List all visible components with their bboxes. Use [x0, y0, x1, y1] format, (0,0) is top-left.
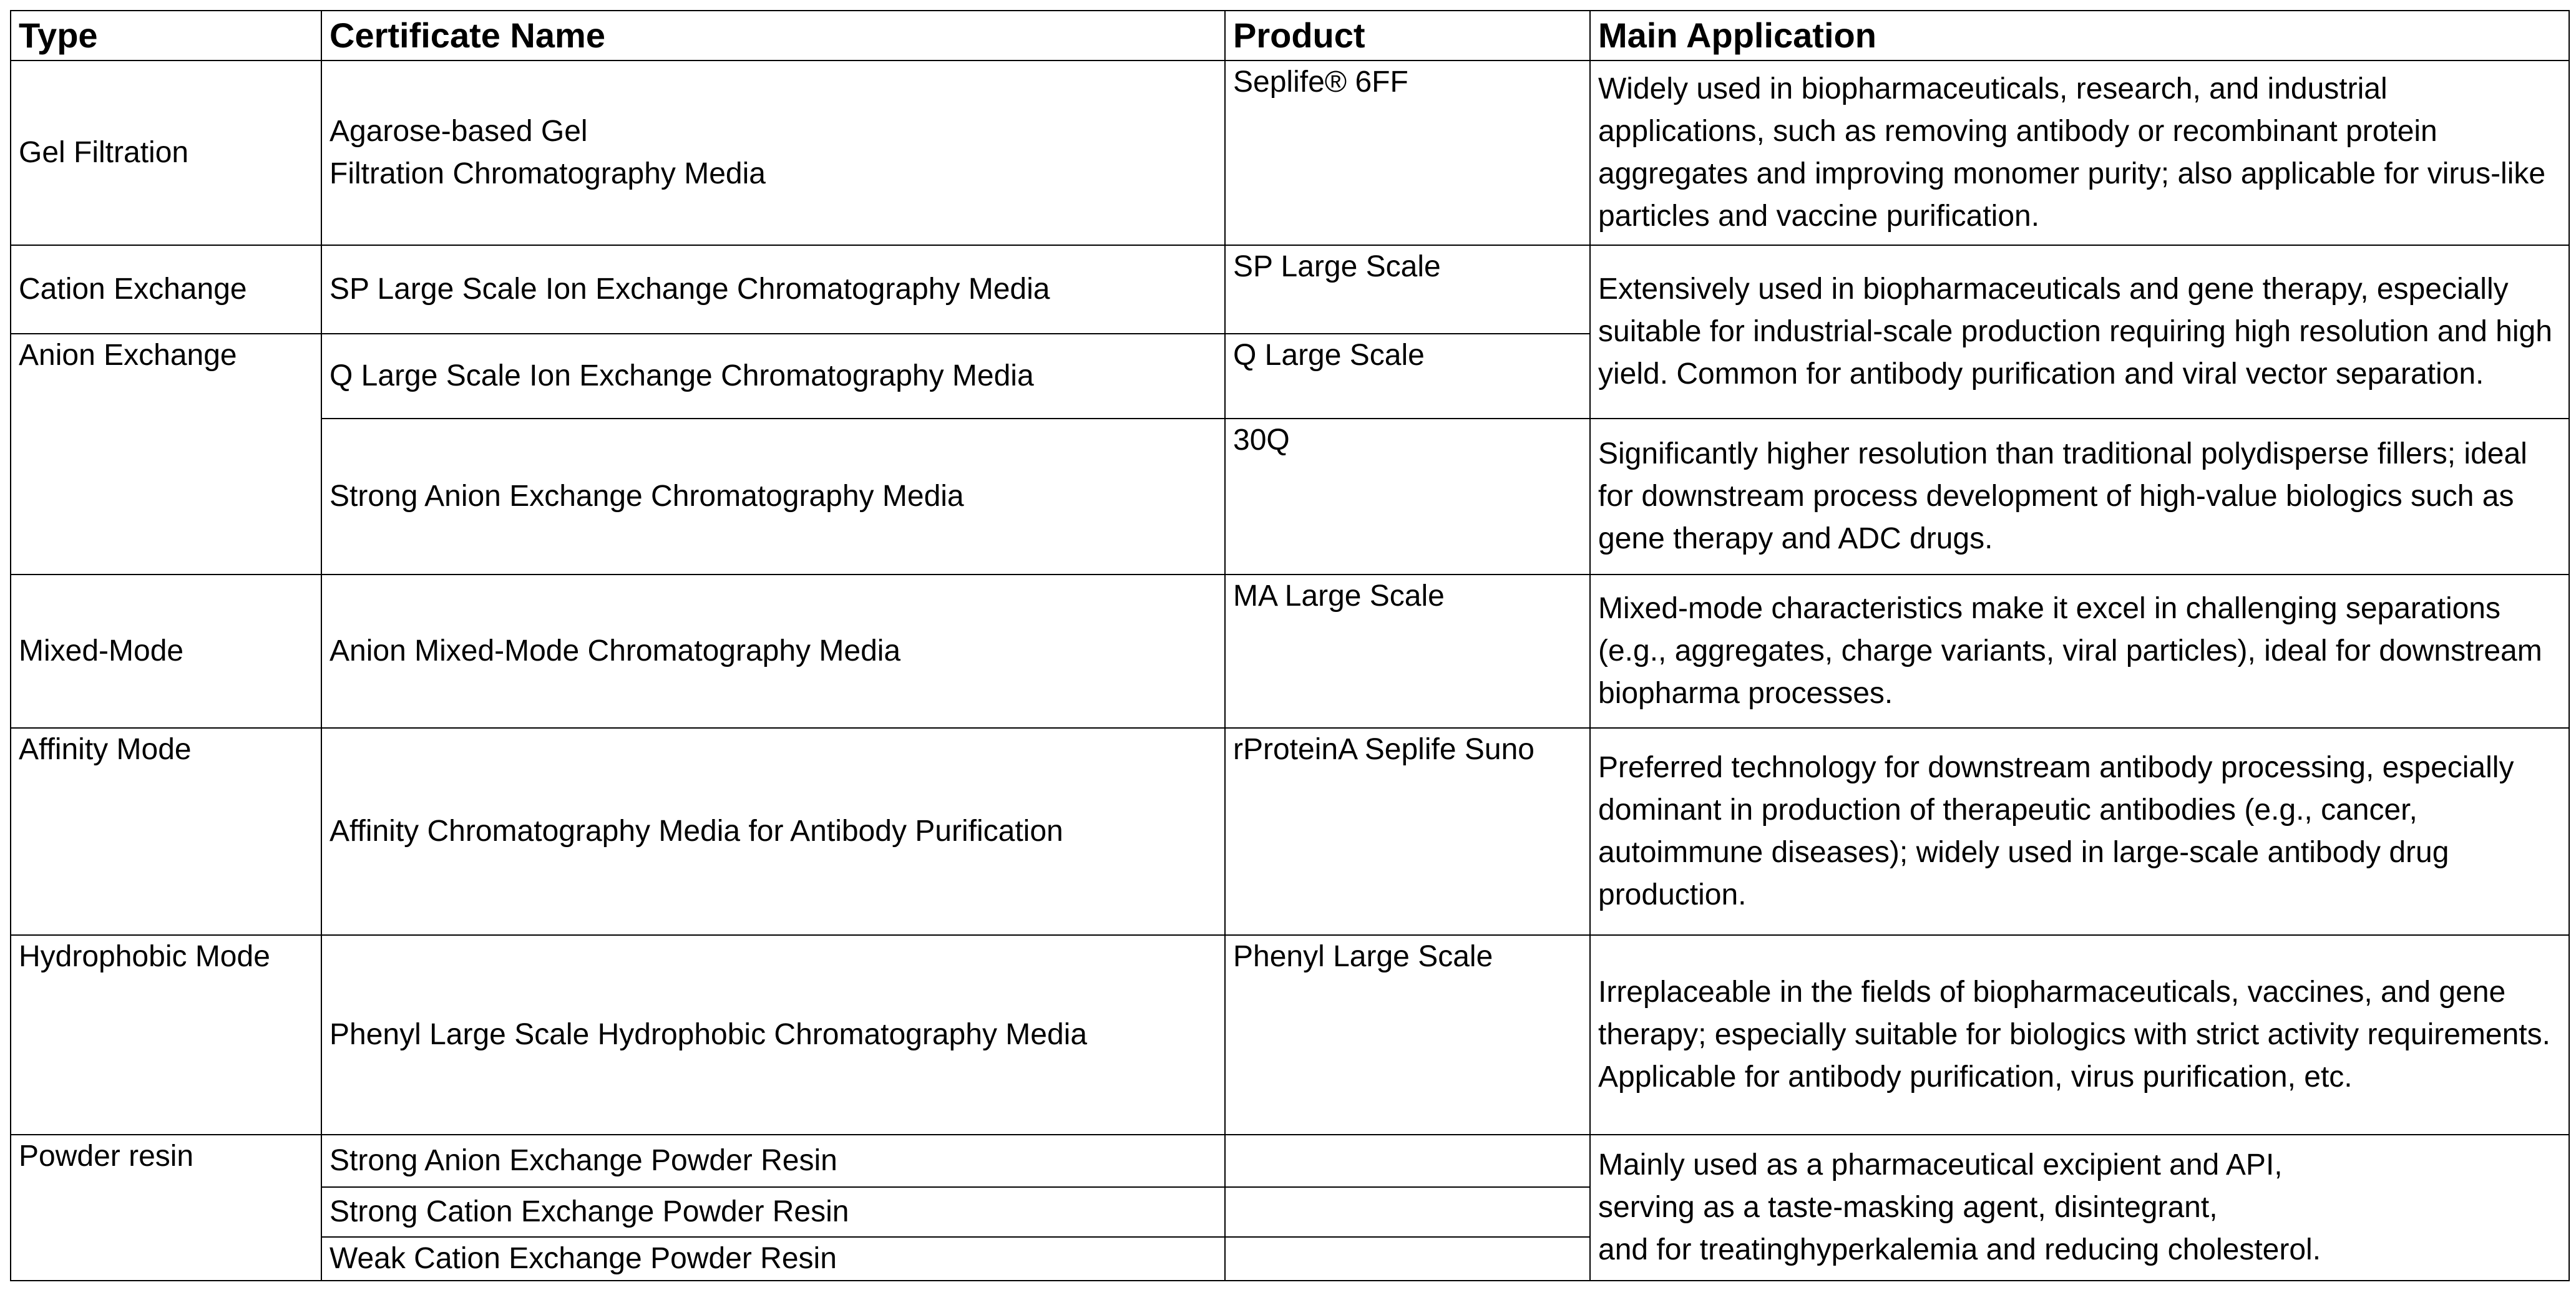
- type-cell[interactable]: [11, 575, 321, 728]
- application-text: Preferred technology for downstream antibody processing, especially dominant in production of therapeutic antibodies (e.g., cancer, autoimmune diseases); widely used in large-scale antibody drug production.: [1598, 751, 2514, 911]
- application-text: Widely used in biopharmaceuticals, research, and industrial applications, such as removing antibody or recombinant protein aggregates and improving monomer purity; also applicable for virus-like particles and vaccine purification.: [1598, 72, 2546, 233]
- table-row: [11, 61, 2569, 245]
- product-text: MA Large Scale: [1233, 580, 1445, 613]
- application-cell[interactable]: [1590, 61, 2569, 245]
- product-cell[interactable]: [1225, 575, 1590, 728]
- type-cell[interactable]: [11, 334, 321, 575]
- header-type[interactable]: Type: [11, 11, 321, 61]
- certificate-cell[interactable]: [321, 1187, 1225, 1237]
- type-cell[interactable]: [11, 245, 321, 334]
- certificate-text: Strong Anion Exchange Chromatography Media: [329, 480, 964, 513]
- certificate-cell[interactable]: [321, 245, 1225, 334]
- header-row: [11, 11, 2569, 61]
- application-cell[interactable]: [1590, 245, 2569, 419]
- certificate-text: Affinity Chromatography Media for Antibody Purification: [329, 815, 1063, 848]
- certificate-text: SP Large Scale Ion Exchange Chromatography Media: [329, 273, 1050, 306]
- certificate-cell[interactable]: [321, 61, 1225, 245]
- product-cell[interactable]: [1225, 419, 1590, 575]
- table-row: [11, 1135, 2569, 1187]
- product-text: Q Large Scale: [1233, 339, 1425, 372]
- product-text: SP Large Scale: [1233, 250, 1441, 283]
- product-cell[interactable]: [1225, 61, 1590, 245]
- product-cell[interactable]: [1225, 1187, 1590, 1237]
- product-text: Seplife® 6FF: [1233, 65, 1408, 99]
- application-text: Irreplaceable in the fields of biopharmaceuticals, vaccines, and gene therapy; especially suitable for biologics with strict activity requirements. Applicable for antibody purification, virus purification, etc.: [1598, 976, 2550, 1094]
- certificate-text: Anion Mixed-Mode Chromatography Media: [329, 634, 901, 667]
- type-cell[interactable]: [11, 61, 321, 245]
- certificate-text: Phenyl Large Scale Hydrophobic Chromatography Media: [329, 1018, 1088, 1051]
- product-table: [10, 10, 2570, 1281]
- application-cell[interactable]: [1590, 935, 2569, 1135]
- certificate-cell[interactable]: [321, 935, 1225, 1135]
- table-row: [11, 728, 2569, 935]
- application-text: Mixed-mode characteristics make it excel in challenging separations (e.g., aggregates, charge variants, viral particles), ideal for downstream biopharma processes.: [1598, 592, 2542, 710]
- type-cell[interactable]: [11, 935, 321, 1135]
- application-text: Significantly higher resolution than traditional polydisperse fillers; ideal for downstream process development of high-value biologics such as gene therapy and ADC drugs.: [1598, 437, 2527, 555]
- certificate-cell[interactable]: [321, 728, 1225, 935]
- product-cell[interactable]: [1225, 245, 1590, 334]
- application-cell[interactable]: [1590, 728, 2569, 935]
- type-cell[interactable]: [11, 1135, 321, 1281]
- header-product[interactable]: Product: [1225, 11, 1590, 61]
- product-text: rProteinA Seplife Suno: [1233, 733, 1534, 766]
- header-certificate-name[interactable]: Certificate Name: [321, 11, 1225, 61]
- product-cell[interactable]: [1225, 1237, 1590, 1281]
- type-text: Powder resin: [19, 1140, 194, 1173]
- table-row: [11, 419, 2569, 575]
- application-cell[interactable]: [1590, 419, 2569, 575]
- application-cell[interactable]: [1590, 575, 2569, 728]
- certificate-text: Strong Anion Exchange Powder Resin: [329, 1144, 837, 1177]
- type-text: Anion Exchange: [19, 339, 237, 372]
- certificate-cell[interactable]: [321, 575, 1225, 728]
- type-text: Cation Exchange: [19, 273, 247, 306]
- table-row: [11, 245, 2569, 334]
- table-row: [11, 575, 2569, 728]
- application-cell[interactable]: [1590, 1135, 2569, 1281]
- type-cell[interactable]: [11, 728, 321, 935]
- product-cell[interactable]: [1225, 334, 1590, 419]
- certificate-cell[interactable]: [321, 334, 1225, 419]
- application-text: Extensively used in biopharmaceuticals and gene therapy, especially suitable for industrial-scale production requiring high resolution and high yield. Common for antibody purification and viral vector separation.: [1598, 273, 2552, 390]
- certificate-text: Q Large Scale Ion Exchange Chromatography Media: [329, 359, 1034, 392]
- product-text: 30Q: [1233, 424, 1290, 457]
- application-text: Mainly used as a pharmaceutical excipient and API, serving as a taste-masking agent, disintegrant, and for treatinghyperkalemia and reducing cholesterol.: [1598, 1148, 2321, 1266]
- certificate-text: Weak Cation Exchange Powder Resin: [329, 1242, 837, 1275]
- header-main-application[interactable]: Main Application: [1590, 11, 2569, 61]
- type-text: Mixed-Mode: [19, 634, 184, 667]
- type-text: Affinity Mode: [19, 733, 192, 766]
- certificate-cell[interactable]: [321, 419, 1225, 575]
- table-row: [11, 935, 2569, 1135]
- product-cell[interactable]: [1225, 935, 1590, 1135]
- certificate-cell[interactable]: [321, 1135, 1225, 1187]
- certificate-cell[interactable]: [321, 1237, 1225, 1281]
- type-text: Hydrophobic Mode: [19, 940, 270, 973]
- certificate-text: Strong Cation Exchange Powder Resin: [329, 1195, 849, 1228]
- certificate-text: Agarose-based Gel Filtration Chromatography Media: [329, 115, 766, 190]
- type-text: Gel Filtration: [19, 136, 189, 169]
- product-text: Phenyl Large Scale: [1233, 940, 1493, 973]
- product-cell[interactable]: [1225, 728, 1590, 935]
- product-cell[interactable]: [1225, 1135, 1590, 1187]
